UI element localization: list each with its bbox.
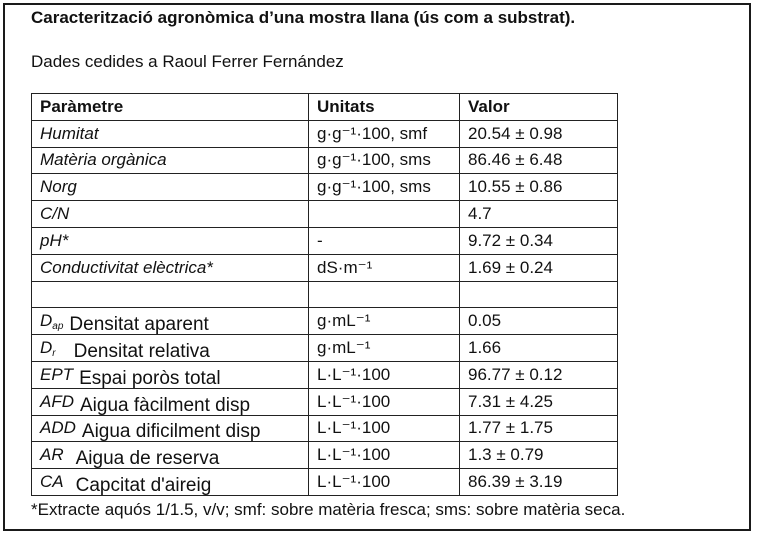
row-parameter: Norg <box>32 174 309 201</box>
row-value <box>460 281 618 308</box>
table-row <box>32 254 618 281</box>
table-row <box>32 174 618 201</box>
table-row <box>32 335 618 362</box>
row-parameter: C/N <box>32 201 309 228</box>
row-units <box>309 281 460 308</box>
header-value: Valor <box>460 94 618 121</box>
row-symbol: AR <box>40 445 64 465</box>
table-row-empty <box>32 281 618 308</box>
row-value: 10.55 ± 0.86 <box>460 174 618 201</box>
row-parameter <box>32 415 309 442</box>
row-parameter <box>32 361 309 388</box>
document-title: Caracterització agronòmica d’una mostra llana (ús com a substrat). <box>31 8 576 27</box>
row-symbol: EPT <box>40 364 74 384</box>
row-value: 96.77 ± 0.12 <box>460 361 618 388</box>
row-units: g·g⁻¹·100, sms <box>309 147 460 174</box>
row-symbol: ADD <box>40 418 76 438</box>
row-parameter <box>32 388 309 415</box>
row-value: 86.46 ± 6.48 <box>460 147 618 174</box>
row-symbol: AFD <box>40 391 74 411</box>
row-units: - <box>309 227 460 254</box>
row-parameter: Matèria orgànica <box>32 147 309 174</box>
row-parameter: Humitat <box>32 120 309 147</box>
table-row <box>32 361 618 388</box>
table-row <box>32 308 618 335</box>
row-parameter: Conductivitat elèctrica* <box>32 254 309 281</box>
row-symbol-subscript: r <box>52 348 56 360</box>
row-description: Aigua de reserva <box>75 448 220 469</box>
parameters-table <box>31 93 618 496</box>
table-row <box>32 227 618 254</box>
row-units: L·L⁻¹·100 <box>309 361 460 388</box>
row-value: 86.39 ± 3.19 <box>460 469 618 496</box>
row-description: Espai poròs total <box>79 367 221 389</box>
row-description: Densitat aparent <box>69 314 209 335</box>
row-symbol-subscript: ap <box>52 321 64 333</box>
row-value: 7.31 ± 4.25 <box>460 388 618 415</box>
row-units: g·mL⁻¹ <box>309 335 460 362</box>
table-footnote: *Extracte aquós 1/1.5, v/v; smf: sobre matèria fresca; sms: sobre matèria seca. <box>31 500 626 519</box>
header-parameter: Paràmetre <box>32 94 309 121</box>
row-value: 1.77 ± 1.75 <box>460 415 618 442</box>
row-parameter <box>32 281 309 308</box>
row-units <box>309 201 460 228</box>
table-row <box>32 388 618 415</box>
row-parameter <box>32 308 309 335</box>
table-row <box>32 120 618 147</box>
row-value: 0.05 <box>460 308 618 335</box>
row-description: Densitat relativa <box>73 341 210 362</box>
row-symbol: $D_{ap}$ <box>40 311 64 333</box>
row-value: 9.72 ± 0.34 <box>460 227 618 254</box>
row-parameter <box>32 469 309 496</box>
row-value: 1.69 ± 0.24 <box>460 254 618 281</box>
row-units: L·L⁻¹·100 <box>309 469 460 496</box>
row-symbol: $D_r$ <box>40 338 56 360</box>
row-units: g·mL⁻¹ <box>309 308 460 335</box>
row-description: Capcitat d'aireig <box>75 475 212 496</box>
table-row <box>32 469 618 496</box>
document-subtitle: Dades cedides a Raoul Ferrer Fernández <box>31 52 344 71</box>
row-parameter <box>32 335 309 362</box>
row-units: L·L⁻¹·100 <box>309 415 460 442</box>
table-row <box>32 415 618 442</box>
row-parameter <box>32 442 309 469</box>
header-units: Unitats <box>309 94 460 121</box>
row-value: 4.7 <box>460 201 618 228</box>
row-value: 1.66 <box>460 335 618 362</box>
row-units: dS·m⁻¹ <box>309 254 460 281</box>
row-parameter: pH* <box>32 227 309 254</box>
row-value: 20.54 ± 0.98 <box>460 120 618 147</box>
row-value: 1.3 ± 0.79 <box>460 442 618 469</box>
row-description: Aigua fàcilment disp <box>80 394 251 416</box>
row-units: L·L⁻¹·100 <box>309 442 460 469</box>
row-units: g·g⁻¹·100, smf <box>309 120 460 147</box>
row-symbol: CA <box>40 472 64 492</box>
table-row <box>32 442 618 469</box>
row-units: g·g⁻¹·100, sms <box>309 174 460 201</box>
row-description: Aigua dificilment disp <box>81 421 261 442</box>
table-row <box>32 147 618 174</box>
row-units: L·L⁻¹·100 <box>309 388 460 415</box>
table-header-row <box>32 94 618 121</box>
table-row <box>32 201 618 228</box>
